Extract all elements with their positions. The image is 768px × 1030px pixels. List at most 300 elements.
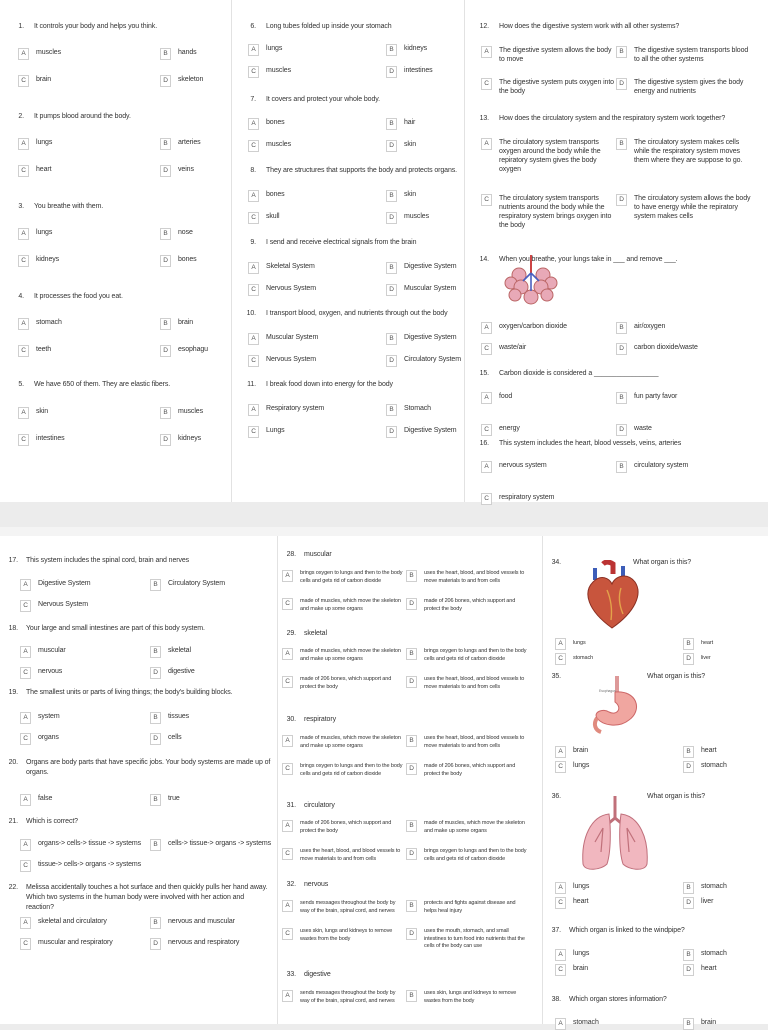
- option-letter-box[interactable]: C: [20, 733, 31, 745]
- option-letter-box[interactable]: A: [481, 46, 492, 58]
- question-number: 30.: [286, 716, 296, 723]
- option-letter-box[interactable]: A: [20, 712, 31, 724]
- question-text: Long tubes folded up inside your stomach: [266, 23, 392, 30]
- option-text: uses skin, lungs and kidneys to remove wastes from the body: [424, 990, 517, 1004]
- option-letter-box[interactable]: D: [386, 140, 397, 152]
- option-letter-box[interactable]: C: [248, 140, 259, 152]
- option-text: stomach: [701, 883, 727, 890]
- question-text: It pumps blood around the body.: [34, 113, 131, 120]
- option-letter-box[interactable]: D: [386, 284, 397, 296]
- option-letter-box[interactable]: B: [683, 882, 694, 894]
- option-text: skeletal: [168, 647, 191, 654]
- option-text: veins: [178, 166, 194, 173]
- option-letter-box[interactable]: B: [386, 262, 397, 274]
- option-letter-box[interactable]: A: [20, 579, 31, 591]
- question-text: Which is correct?: [26, 818, 78, 825]
- option-text: true: [168, 795, 180, 802]
- page2-column-2: [277, 536, 542, 1024]
- option-letter-box[interactable]: B: [386, 44, 397, 56]
- option-text: uses the heart, blood, and blood vessels to move materials to and from cells: [300, 848, 401, 862]
- option-text: organs-> cells-> tissue -> systems: [38, 840, 141, 847]
- option-text: energy: [499, 425, 520, 432]
- option-letter-box[interactable]: C: [555, 897, 566, 909]
- option-letter-box[interactable]: C: [18, 255, 29, 267]
- question-number: 17.: [8, 557, 18, 564]
- option-letter-box[interactable]: B: [160, 407, 171, 419]
- question-number: 4.: [18, 293, 24, 300]
- option-text: liver: [701, 655, 711, 661]
- question-number: 15.: [479, 370, 489, 377]
- question-text: You breathe with them.: [34, 203, 104, 210]
- svg-text:Esophagus: Esophagus: [599, 689, 616, 693]
- option-letter-box[interactable]: C: [20, 860, 31, 872]
- option-text: The digestive system transports blood to all the other systems: [634, 47, 749, 63]
- option-text: liver: [701, 898, 714, 905]
- option-text: hair: [404, 119, 416, 126]
- option-letter-box[interactable]: B: [616, 322, 627, 334]
- option-letter-box[interactable]: B: [150, 839, 161, 851]
- question-number: 7.: [250, 96, 256, 103]
- option-letter-box[interactable]: A: [282, 735, 293, 747]
- option-letter-box[interactable]: D: [683, 964, 694, 976]
- question-number: 16.: [479, 440, 489, 447]
- option-text: air/oxygen: [634, 323, 666, 330]
- option-text: stomach: [701, 950, 727, 957]
- option-text: made of muscles, which move the skeleton and make up some organs: [300, 735, 401, 749]
- option-letter-box[interactable]: D: [160, 345, 171, 357]
- option-text: kidneys: [178, 435, 202, 442]
- question-text: Your large and small intestines are part of this body system.: [26, 625, 205, 632]
- option-text: muscles: [266, 141, 291, 148]
- option-text: Respiratory system: [266, 405, 325, 412]
- option-text: skin: [404, 141, 417, 148]
- option-text: tissue-> cells-> organs -> systems: [38, 861, 141, 868]
- option-text: heart: [573, 898, 589, 905]
- option-letter-box[interactable]: C: [18, 434, 29, 446]
- option-letter-box[interactable]: D: [683, 897, 694, 909]
- option-text: The digestive system allows the body to move: [499, 47, 612, 63]
- option-letter-box[interactable]: A: [18, 318, 29, 330]
- question-number: 11.: [247, 381, 256, 388]
- option-text: Nervous System: [38, 601, 88, 608]
- option-letter-box[interactable]: B: [160, 48, 171, 60]
- option-letter-box[interactable]: C: [481, 493, 492, 505]
- option-text: The digestive system gives the body energy and nutrients: [634, 79, 744, 95]
- option-letter-box[interactable]: A: [248, 404, 259, 416]
- option-text: The digestive system puts oxygen into the body: [499, 79, 614, 95]
- option-letter-box[interactable]: A: [481, 322, 492, 334]
- option-text: muscular: [38, 647, 66, 654]
- option-text: uses the mouth, stomach, and small intestines to turn food into nutrients that the cells of the body can use: [424, 928, 525, 949]
- option-letter-box[interactable]: B: [386, 118, 397, 130]
- question-number: 35.: [551, 673, 561, 680]
- option-letter-box[interactable]: C: [18, 345, 29, 357]
- option-letter-box[interactable]: D: [386, 66, 397, 78]
- option-letter-box[interactable]: A: [18, 48, 29, 60]
- option-text: lungs: [573, 883, 590, 890]
- option-text: bones: [266, 191, 285, 198]
- option-text: Skeletal System: [266, 263, 315, 270]
- question-text: This system includes the spinal cord, brain and nerves: [26, 557, 190, 564]
- option-letter-box[interactable]: C: [481, 424, 492, 436]
- option-letter-box[interactable]: C: [20, 667, 31, 679]
- option-text: tissues: [168, 713, 190, 720]
- option-letter-box[interactable]: A: [481, 392, 492, 404]
- option-text: made of muscles, which move the skeleton and make up some organs: [424, 820, 525, 834]
- option-letter-box[interactable]: B: [616, 138, 627, 150]
- option-text: brings oxygen to lungs and then to the body cells and gets rid of carbon dioxide: [300, 763, 403, 777]
- option-text: brings oxygen to lungs and then to the body cells and gets rid of carbon dioxide: [424, 848, 527, 862]
- option-letter-box[interactable]: A: [555, 746, 566, 758]
- option-letter-box[interactable]: A: [555, 638, 566, 650]
- option-letter-box[interactable]: B: [386, 333, 397, 345]
- option-text: digestive: [168, 668, 195, 675]
- option-letter-box[interactable]: C: [18, 75, 29, 87]
- option-letter-box[interactable]: B: [616, 461, 627, 473]
- option-text: system: [38, 713, 60, 720]
- option-text: heart: [701, 640, 714, 646]
- question-text: How does the digestive system work with all other systems?: [499, 23, 680, 30]
- option-text: Nervous System: [266, 285, 316, 292]
- option-text: stomach: [573, 655, 594, 661]
- option-letter-box[interactable]: A: [248, 262, 259, 274]
- option-text: muscles: [36, 49, 61, 56]
- option-text: teeth: [36, 346, 52, 353]
- option-letter-box[interactable]: C: [555, 761, 566, 773]
- option-text: Circulatory System: [168, 580, 225, 587]
- question-text: respiratory: [304, 716, 336, 723]
- option-letter-box[interactable]: C: [282, 598, 293, 610]
- option-text: stomach: [36, 319, 62, 326]
- option-letter-box[interactable]: A: [282, 820, 293, 832]
- option-letter-box[interactable]: A: [555, 949, 566, 961]
- option-text: skull: [266, 213, 280, 220]
- question-number: 38.: [551, 996, 561, 1003]
- question-text: I break food down into energy for the body: [266, 381, 393, 388]
- option-letter-box[interactable]: C: [248, 284, 259, 296]
- option-text: sends messages throughout the body by way of the brain, spinal cord, and nerves: [300, 990, 396, 1004]
- option-letter-box[interactable]: D: [150, 938, 161, 950]
- question-text: I send and receive electrical signals from the brain: [266, 239, 417, 246]
- option-text: muscular and respiratory: [38, 939, 113, 946]
- option-letter-box[interactable]: D: [150, 733, 161, 745]
- page1-column-3: [464, 0, 768, 502]
- option-letter-box[interactable]: C: [481, 194, 492, 206]
- option-letter-box[interactable]: D: [406, 848, 417, 860]
- question-text: It processes the food you eat.: [34, 293, 123, 300]
- option-text: made of 206 bones, which support and protect the body: [424, 598, 516, 612]
- question-text: This system includes the heart, blood vessels, veins, arteries: [499, 440, 682, 447]
- option-letter-box[interactable]: A: [555, 1018, 566, 1030]
- option-text: muscles: [404, 213, 429, 220]
- question-number: 10.: [246, 310, 256, 317]
- option-letter-box[interactable]: C: [248, 212, 259, 224]
- question-number: 6.: [250, 23, 256, 30]
- question-number: 31.: [286, 802, 296, 809]
- option-letter-box[interactable]: D: [160, 165, 171, 177]
- option-text: kidneys: [404, 45, 428, 52]
- option-letter-box[interactable]: A: [282, 990, 293, 1002]
- option-letter-box[interactable]: B: [386, 190, 397, 202]
- option-letter-box[interactable]: A: [282, 900, 293, 912]
- option-text: Circulatory System: [404, 356, 461, 363]
- option-text: oxygen/carbon dioxide: [499, 323, 567, 330]
- page2-column-1: [0, 536, 276, 1024]
- question-number: 5.: [18, 381, 24, 388]
- option-text: Stomach: [404, 405, 431, 412]
- question-text: What organ is this?: [633, 559, 692, 566]
- option-letter-box[interactable]: A: [248, 190, 259, 202]
- option-text: protects and fights against disease and helps heal injury: [424, 900, 516, 914]
- option-letter-box[interactable]: D: [683, 761, 694, 773]
- option-letter-box[interactable]: C: [282, 848, 293, 860]
- lungs-illustration: [501, 251, 563, 313]
- option-text: skeletal and circulatory: [38, 918, 107, 925]
- option-text: uses skin, lungs and kidneys to remove wastes from the body: [300, 928, 393, 942]
- option-letter-box[interactable]: A: [248, 333, 259, 345]
- question-number: 36.: [551, 793, 561, 800]
- option-text: cells: [168, 734, 182, 741]
- question-number: 9.: [250, 239, 256, 246]
- option-letter-box[interactable]: A: [481, 138, 492, 150]
- option-letter-box[interactable]: A: [481, 461, 492, 473]
- option-text: lungs: [573, 640, 586, 646]
- option-text: made of 206 bones, which support and protect the body: [300, 820, 392, 834]
- option-letter-box[interactable]: C: [20, 938, 31, 950]
- question-text: Organs are body parts that have specific jobs. Your body systems are made up of organs.: [26, 759, 271, 776]
- option-text: brings oxygen to lungs and then to the body cells and gets rid of carbon dioxide: [424, 648, 527, 662]
- option-letter-box[interactable]: B: [683, 949, 694, 961]
- page1-column-1: [0, 0, 230, 502]
- option-letter-box[interactable]: A: [18, 407, 29, 419]
- option-letter-box[interactable]: B: [160, 138, 171, 150]
- option-text: heart: [701, 747, 717, 754]
- option-letter-box[interactable]: B: [150, 579, 161, 591]
- question-number: 1.: [18, 23, 24, 30]
- option-text: Nervous System: [266, 356, 316, 363]
- option-letter-box[interactable]: A: [248, 118, 259, 130]
- option-text: uses the heart, blood, and blood vessels to move materials to and from cells: [424, 676, 525, 690]
- option-text: stomach: [573, 1019, 599, 1026]
- question-text: When you breathe, your lungs take in ___ and remove ___.: [499, 256, 678, 263]
- question-number: 22.: [8, 884, 18, 891]
- option-letter-box[interactable]: B: [406, 820, 417, 832]
- option-letter-box[interactable]: D: [386, 212, 397, 224]
- option-letter-box[interactable]: B: [406, 900, 417, 912]
- option-letter-box[interactable]: C: [481, 343, 492, 355]
- question-number: 13.: [479, 115, 489, 122]
- option-letter-box[interactable]: D: [616, 343, 627, 355]
- option-text: heart: [36, 166, 52, 173]
- question-number: 29.: [286, 630, 296, 637]
- question-text: What organ is this?: [647, 793, 706, 800]
- option-letter-box[interactable]: B: [406, 648, 417, 660]
- question-number: 18.: [8, 625, 18, 632]
- option-text: uses the heart, blood, and blood vessels to move materials to and from cells: [424, 570, 525, 584]
- option-text: brain: [178, 319, 194, 326]
- option-letter-box[interactable]: C: [18, 165, 29, 177]
- option-letter-box[interactable]: D: [160, 255, 171, 267]
- option-letter-box[interactable]: D: [406, 598, 417, 610]
- option-text: carbon dioxide/waste: [634, 344, 698, 351]
- option-letter-box[interactable]: A: [18, 138, 29, 150]
- option-letter-box[interactable]: B: [406, 735, 417, 747]
- option-text: fun party favor: [634, 393, 678, 400]
- option-text: bones: [178, 256, 197, 263]
- option-letter-box[interactable]: D: [406, 763, 417, 775]
- question-text: digestive: [304, 971, 331, 978]
- option-letter-box[interactable]: C: [282, 763, 293, 775]
- question-text: They are structures that supports the body and protects organs.: [266, 167, 457, 174]
- option-text: nose: [178, 229, 193, 236]
- option-text: muscles: [178, 408, 203, 415]
- option-text: Muscular System: [266, 334, 319, 341]
- question-text: It covers and protect your whole body.: [266, 96, 380, 103]
- question-text: nervous: [304, 881, 329, 888]
- option-text: respiratory system: [499, 494, 555, 501]
- option-letter-box[interactable]: C: [555, 964, 566, 976]
- option-text: false: [38, 795, 53, 802]
- option-letter-box[interactable]: B: [160, 228, 171, 240]
- option-text: nervous system: [499, 462, 547, 469]
- option-letter-box[interactable]: B: [616, 46, 627, 58]
- option-text: brings oxygen to lungs and then to the body cells and gets rid of carbon dioxide: [300, 570, 403, 584]
- question-text: circulatory: [304, 802, 335, 809]
- option-text: kidneys: [36, 256, 60, 263]
- option-text: intestines: [36, 435, 65, 442]
- option-letter-box[interactable]: A: [555, 882, 566, 894]
- option-text: made of muscles, which move the skeleton and make up some organs: [300, 648, 401, 662]
- option-text: brain: [573, 965, 589, 972]
- option-text: The circulatory system allows the body to have energy while the repiratory system makes cells: [634, 195, 751, 220]
- option-letter-box[interactable]: A: [18, 228, 29, 240]
- option-letter-box[interactable]: B: [406, 570, 417, 582]
- option-text: brain: [36, 76, 52, 83]
- question-text: I transport blood, oxygen, and nutrients through out the body: [266, 310, 448, 317]
- option-text: made of 206 bones, which support and protect the body: [300, 676, 392, 690]
- option-letter-box[interactable]: B: [150, 917, 161, 929]
- option-text: Digestive System: [38, 580, 91, 587]
- option-text: arteries: [178, 139, 201, 146]
- option-text: Digestive System: [404, 263, 457, 270]
- option-text: Lungs: [266, 427, 285, 434]
- option-letter-box[interactable]: B: [683, 746, 694, 758]
- option-text: made of muscles, which move the skeleton and make up some organs: [300, 598, 401, 612]
- option-text: uses the heart, blood, and blood vessels to move materials to and from cells: [424, 735, 525, 749]
- option-letter-box[interactable]: C: [481, 78, 492, 90]
- option-letter-box[interactable]: C: [248, 66, 259, 78]
- question-number: 19.: [8, 689, 18, 696]
- option-text: brain: [701, 1019, 717, 1026]
- option-letter-box[interactable]: C: [248, 355, 259, 367]
- option-text: muscles: [266, 67, 291, 74]
- worksheet-page-1: [0, 0, 768, 502]
- option-letter-box[interactable]: D: [406, 676, 417, 688]
- question-text: Melissa accidentally touches a hot surface and then quickly pulls her hand away. Which two systems in the human body were involved with her action and reaction?: [26, 884, 268, 911]
- option-text: waste/air: [499, 344, 527, 351]
- page2-column-3: [542, 536, 768, 1027]
- option-letter-box[interactable]: C: [282, 676, 293, 688]
- option-letter-box[interactable]: D: [150, 667, 161, 679]
- option-letter-box[interactable]: C: [20, 600, 31, 612]
- option-letter-box[interactable]: A: [20, 917, 31, 929]
- option-text: lungs: [266, 45, 283, 52]
- option-letter-box[interactable]: B: [150, 646, 161, 658]
- option-letter-box[interactable]: B: [150, 794, 161, 806]
- option-letter-box[interactable]: D: [160, 75, 171, 87]
- question-number: 34.: [551, 559, 561, 566]
- option-text: The circulatory system transports nutrients around the body while the respiratory system brings oxygen into the body: [499, 195, 612, 229]
- option-text: The circulatory system transports oxygen around the body while the repiratory system gives the body oxygen: [499, 139, 601, 173]
- option-letter-box[interactable]: A: [20, 839, 31, 851]
- option-letter-box[interactable]: D: [406, 928, 417, 940]
- question-number: 28.: [286, 551, 296, 558]
- question-text: We have 650 of them. They are elastic fibers.: [34, 381, 171, 388]
- option-text: skin: [36, 408, 49, 415]
- option-text: intestines: [404, 67, 433, 74]
- page-separator-strip: [0, 527, 768, 536]
- question-text: The smallest units or parts of living things; the body's building blocks.: [26, 689, 233, 696]
- option-letter-box[interactable]: A: [248, 44, 259, 56]
- option-text: circulatory system: [634, 462, 689, 469]
- option-letter-box[interactable]: A: [20, 794, 31, 806]
- option-text: heart: [701, 965, 717, 972]
- option-letter-box[interactable]: D: [386, 426, 397, 438]
- question-number: 20.: [8, 759, 18, 766]
- option-text: skeleton: [178, 76, 204, 83]
- option-letter-box[interactable]: B: [683, 1018, 694, 1030]
- option-text: lungs: [36, 229, 53, 236]
- option-text: lungs: [573, 950, 590, 957]
- option-letter-box[interactable]: D: [386, 355, 397, 367]
- question-number: 32.: [286, 881, 296, 888]
- worksheet-page-2: [0, 536, 768, 1027]
- option-letter-box[interactable]: C: [248, 426, 259, 438]
- option-letter-box[interactable]: A: [282, 570, 293, 582]
- option-letter-box[interactable]: B: [386, 404, 397, 416]
- option-letter-box[interactable]: B: [150, 712, 161, 724]
- option-letter-box[interactable]: A: [20, 646, 31, 658]
- option-letter-box[interactable]: D: [160, 434, 171, 446]
- option-letter-box[interactable]: B: [406, 990, 417, 1002]
- option-letter-box[interactable]: C: [282, 928, 293, 940]
- question-text: It controls your body and helps you think.: [34, 23, 158, 30]
- option-text: hands: [178, 49, 197, 56]
- option-text: Muscular System: [404, 285, 457, 292]
- option-text: lungs: [36, 139, 53, 146]
- question-number: 33.: [286, 971, 296, 978]
- option-text: stomach: [701, 762, 727, 769]
- question-number: 12.: [479, 23, 489, 30]
- option-letter-box[interactable]: D: [616, 194, 627, 206]
- question-number: 37.: [551, 927, 561, 934]
- option-text: made of 206 bones, which support and protect the body: [424, 763, 516, 777]
- option-letter-box[interactable]: B: [616, 392, 627, 404]
- option-letter-box[interactable]: A: [282, 648, 293, 660]
- option-letter-box[interactable]: B: [160, 318, 171, 330]
- page1-column-2: [231, 0, 464, 502]
- option-letter-box[interactable]: B: [683, 638, 694, 650]
- question-number: 14.: [479, 256, 489, 263]
- option-text: Digestive System: [404, 334, 457, 341]
- option-letter-box[interactable]: D: [616, 78, 627, 90]
- option-letter-box[interactable]: D: [683, 653, 694, 665]
- option-letter-box[interactable]: D: [616, 424, 627, 436]
- question-number: 8.: [250, 167, 256, 174]
- option-text: lungs: [573, 762, 590, 769]
- question-text: How does the circulatory system and the respiratory system work together?: [499, 115, 726, 122]
- option-letter-box[interactable]: C: [555, 653, 566, 665]
